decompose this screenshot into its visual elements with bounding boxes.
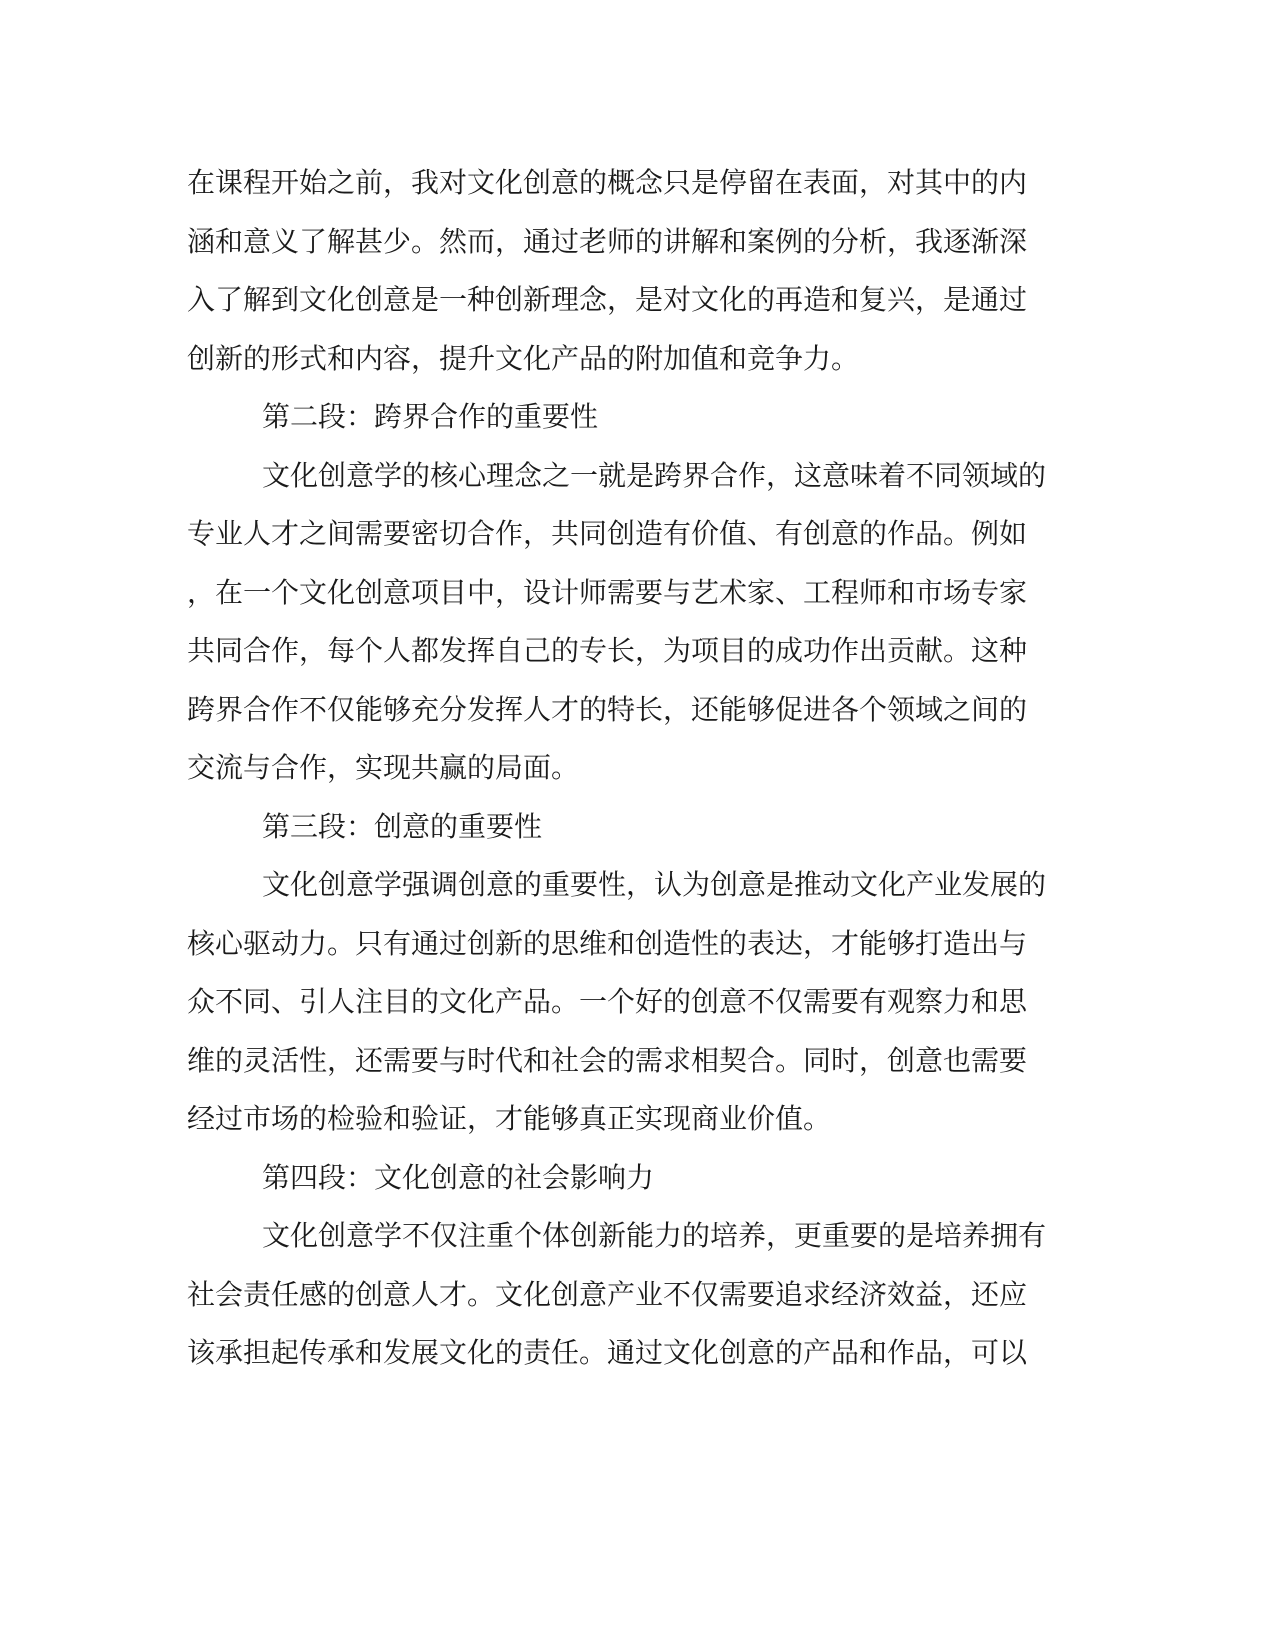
paragraph-line: 入了解到文化创意是一种创新理念，是对文化的再造和复兴，是通过 [187, 283, 1028, 316]
paragraph-line: 交流与合作，实现共赢的局面。 [187, 751, 580, 784]
paragraph-line: 经过市场的检验和验证，才能够真正实现商业价值。 [187, 1102, 832, 1135]
section-heading: 第四段：文化创意的社会影响力 [262, 1161, 655, 1194]
paragraph-line: 核心驱动力。只有通过创新的思维和创造性的表达，才能够打造出与 [187, 927, 1028, 960]
paragraph-line: 在课程开始之前，我对文化创意的概念只是停留在表面，对其中的内 [187, 166, 1028, 199]
paragraph-line: 社会责任感的创意人才。文化创意产业不仅需要追求经济效益，还应 [187, 1278, 1028, 1311]
paragraph-line: 跨界合作不仅能够充分发挥人才的特长，还能够促进各个领域之间的 [187, 693, 1028, 726]
paragraph-line: 文化创意学强调创意的重要性，认为创意是推动文化产业发展的 [262, 868, 1047, 901]
paragraph-line: 文化创意学的核心理念之一就是跨界合作，这意味着不同领域的 [262, 459, 1047, 492]
paragraph-line: 涵和意义了解甚少。然而，通过老师的讲解和案例的分析，我逐渐深 [187, 225, 1028, 258]
paragraph-line: ，在一个文化创意项目中，设计师需要与艺术家、工程师和市场专家 [187, 576, 1028, 609]
paragraph-line: 文化创意学不仅注重个体创新能力的培养，更重要的是培养拥有 [262, 1219, 1047, 1252]
paragraph-line: 维的灵活性，还需要与时代和社会的需求相契合。同时，创意也需要 [187, 1044, 1028, 1077]
paragraph-line: 共同合作，每个人都发挥自己的专长，为项目的成功作出贡献。这种 [187, 634, 1028, 667]
paragraph-line: 该承担起传承和发展文化的责任。通过文化创意的产品和作品，可以 [187, 1336, 1028, 1369]
section-heading: 第二段：跨界合作的重要性 [262, 400, 599, 433]
paragraph-line: 创新的形式和内容，提升文化产品的附加值和竞争力。 [187, 342, 860, 375]
section-heading: 第三段：创意的重要性 [262, 810, 543, 843]
paragraph-line: 众不同、引人注目的文化产品。一个好的创意不仅需要有观察力和思 [187, 985, 1028, 1018]
paragraph-line: 专业人才之间需要密切合作，共同创造有价值、有创意的作品。例如 [187, 517, 1028, 550]
